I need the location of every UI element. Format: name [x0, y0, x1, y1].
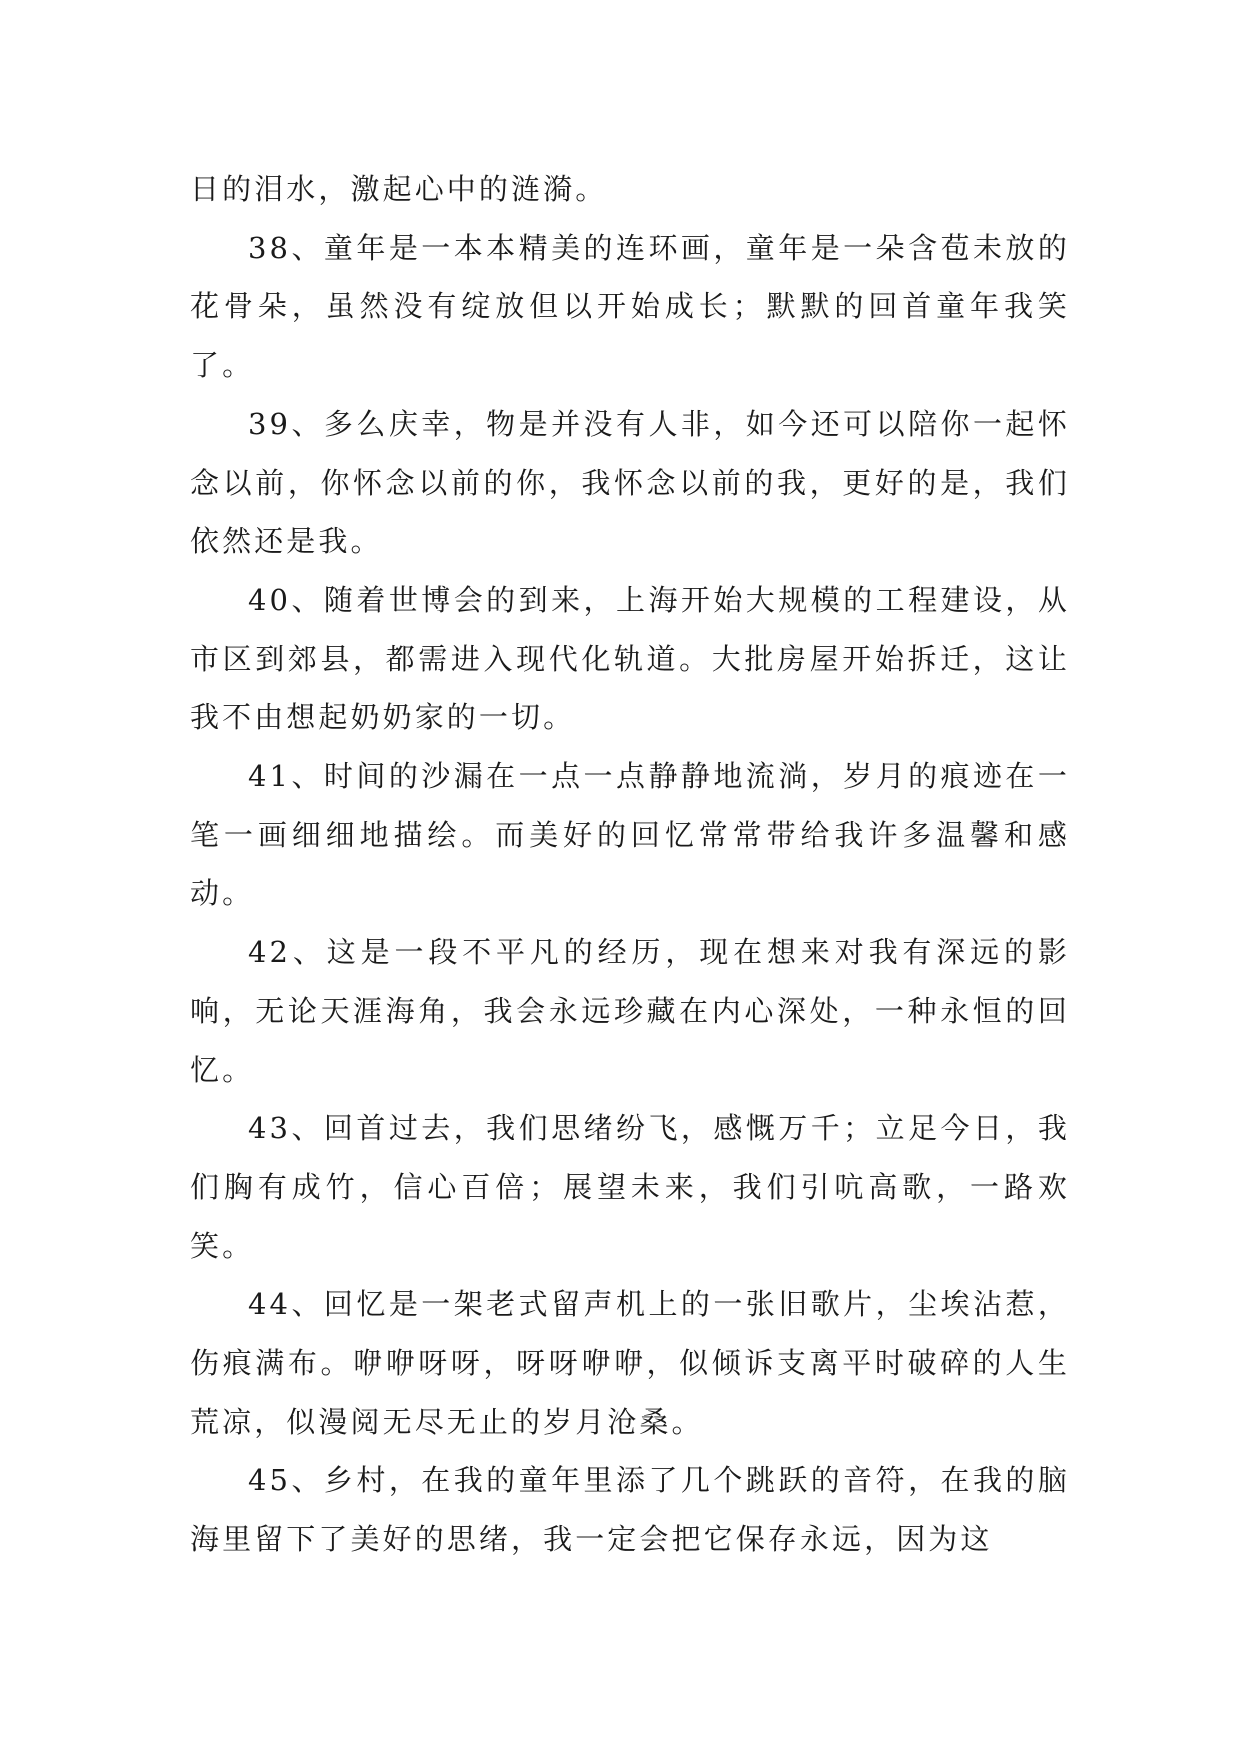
- paragraph-44: 44、回忆是一架老式留声机上的一张旧歌片，尘埃沾惹，伤痕满布。咿咿呀呀，呀呀咿咿，似倾诉支离平时破碎的人生荒凉，似漫阅无尽无止的岁月沧桑。: [190, 1287, 1070, 1439]
- paragraph-38: 38、童年是一本本精美的连环画，童年是一朵含苞未放的花骨朵，虽然没有绽放但以开始成长；默默的回首童年我笑了。: [190, 230, 1070, 383]
- paragraph-42: 42、这是一段不平凡的经历，现在想来对我有深远的影响，无论天涯海角，我会永远珍藏在内心深处，一种永恒的回忆。: [190, 935, 1070, 1087]
- paragraph-39: 39、多么庆幸，物是并没有人非，如今还可以陪你一起怀念以前，你怀念以前的你，我怀念以前的我，更好的是，我们依然还是我。: [190, 406, 1070, 559]
- paragraph-43: 43、回首过去，我们思绪纷飞，感慨万千；立足今日，我们胸有成竹，信心百倍；展望未来，我们引吭高歌，一路欢笑。: [190, 1111, 1070, 1263]
- paragraph-continuation: 日的泪水，激起心中的涟漪。: [190, 172, 608, 206]
- paragraph-41: 41、时间的沙漏在一点一点静静地流淌，岁月的痕迹在一笔一画细细地描绘。而美好的回忆常常带给我许多温馨和感动。: [190, 759, 1070, 911]
- paragraph-45: 45、乡村，在我的童年里添了几个跳跃的音符，在我的脑海里留下了美好的思绪，我一定会把它保存永远，因为这: [190, 1463, 1070, 1557]
- document-body: [190, 160, 1070, 1569]
- paragraph-40: 40、随着世博会的到来，上海开始大规模的工程建设，从市区到郊县，都需进入现代化轨道。大批房屋开始拆迁，这让我不由想起奶奶家的一切。: [190, 582, 1070, 735]
